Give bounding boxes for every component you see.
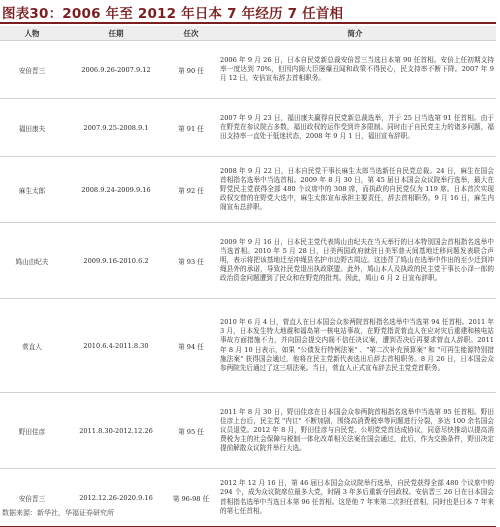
intro-cell: 2009 年 9 月 16 日，日本民主党代表鸠山由纪夫在当天举行的日本特别国会首相指名选举中当选首相。2010 年 5 月 28 日，日美两国政府就驻日美军普天间基地迁移问题发表联合声明，表示将把该基地迁至冲绳县名护市边野古周边。这违背了鸠山在选举中作出的至少迁到冲绳县外的承诺，导致社民党退出执政联盟。此外，鸠山本人及执政的民主党干事长小泽一郎的政治资金问题遭到了民众和在野党的批判。因此，鸠山 6 月 2 日宣布辞职。 [214,223,496,299]
intro-cell: 2010 年 6 月 4 日，菅直人在日本国会众参两院首相指名选举中当选第 94 任首相。2011 年 3 月，日本发生特大地震和福岛第一核电站事故，在野党指责菅直人在应对灾后重建和核电站事故方面措施不力，并向国会提交内阁不信任决议案，遭到否决后再要求菅直人辞职。2011 年 8 月 10 日表示，如果 "公债发行特例法案" 、"第二次补充预算案" 和 "可再生能源特别措施法案" 获得国会通过，他将在民主党新代表选出后辞去首相职务。8 月 26 日，日本国会众参两院先后通过了这三项法案。当日，菅直人正式宣布辞去民主党党首职务。 [214,299,496,393]
table-header-row [0,26,496,41]
person-cell: 麻生太郎 [0,157,64,223]
order-cell: 第 92 任 [168,157,214,223]
term-cell: 2012.12.26-2020.9.16 [64,469,168,527]
person-cell: 菅直人 [0,299,64,393]
order-cell: 第 96-98 任 [168,469,214,527]
table-row [0,393,496,469]
column-header-order: 任次 [168,26,214,41]
intro-cell: 2011 年 8 月 30 日，野田佳彦在日本国会众参两院首相指名选举中当选第 95 任首相。野田佳彦上台后，民主党 "内讧" 不断加剧，围绕高消费税率等问题进行分裂，多达 100 余名国会议员退党。2012 年 8 月，野田佳彦与自民党、公明党党首达成协议，同意尽快推动以提高消费税为主的社会保障与税制一体化改革相关法案在国会通过，此后，作为交换条件，野田决定提前解散众议院并举行大选。 [214,393,496,469]
intro-cell: 2006 年 9 月 26 日，日本自民党新总裁安倍晋三当选日本第 90 任首相。安倍上任初期支持率一度达到 70%，但因内阁大臣屡爆丑闻和政策不得民心，民支持率不断下降。2007 年 9 月 12 日，安倍宣布辞去首相职务。 [214,41,496,99]
order-cell: 第 90 任 [168,41,214,99]
term-cell: 2011.8.30-2012.12.26 [64,393,168,469]
intro-cell: 2007 年 9 月 23 日，福田康夫赢得自民党新总裁选举，并于 25 日当选第 91 任首相。由于在野党在参议院占多数，福田政权的运作受到许多限制。同时由于自民党主力的诸多问题，福田支持率一直处于低迷状态，2008 年 9 月 1 日，福田宣布辞职。 [214,99,496,157]
term-cell: 2009.9.16-2010.6.2 [64,223,168,299]
column-header-intro: 简介 [214,26,496,41]
person-cell: 福田康夫 [0,99,64,157]
table-row [0,41,496,99]
intro-cell: 2012 年 12 月 16 日，第 46 届日本国会众议院举行选举，自民党获得全部 480 个议席中的 294 个，成为众议院席位最多大党，时隔 3 年多后重新夺回政权。安倍晋三 26 日在日本国会首相指名选举中当选日本第 96 任首相。这是他 7 年来第二次担任首相，同时也是日本 7 年来的第七任首相。 [214,469,496,527]
figure-title: 图表30：2006 年至 2012 年日本 7 年经历 7 任首相 [2,6,344,22]
person-cell: 安倍晋三 [0,41,64,99]
term-cell: 2008.9.24-2009.9.16 [64,157,168,223]
order-cell: 第 94 任 [168,299,214,393]
column-header-term: 任期 [64,26,168,41]
term-cell: 2006.9.26-2007.9.12 [64,41,168,99]
order-cell: 第 91 任 [168,99,214,157]
order-cell: 第 95 任 [168,393,214,469]
title-divider [0,22,496,24]
column-header-person: 人物 [0,26,64,41]
intro-cell: 2008 年 9 月 22 日，日本自民党干事长麻生太郎当选新任自民党总裁。24 日，麻生在国会首相指名选举中当选首相。2009 年 8 月 30 日，第 45 届日本国会众议院举行选举，最大在野党民主党获得全部 480 个议席中的 308 席，而执政的自民党仅为 119 席。日本首次实现政权交替的在野党大选中，麻生太郎宣布承担主要责任，辞去首相职务。9 月 16 日，麻生内阁宣布总辞职。 [214,157,496,223]
term-cell: 2007.9.25-2008.9.1 [64,99,168,157]
table-row [0,223,496,299]
order-cell: 第 93 任 [168,223,214,299]
table-row [0,99,496,157]
source-note: 数据来源：新华社，华福证券研究所 [2,509,114,517]
person-cell: 野田佳彦 [0,393,64,469]
person-cell: 鸠山由纪夫 [0,223,64,299]
term-cell: 2010.6.4-2011.8.30 [64,299,168,393]
prime-minister-table [0,26,496,527]
person-cell: 安倍晋三 [0,469,64,527]
table-row [0,157,496,223]
table-row [0,299,496,393]
